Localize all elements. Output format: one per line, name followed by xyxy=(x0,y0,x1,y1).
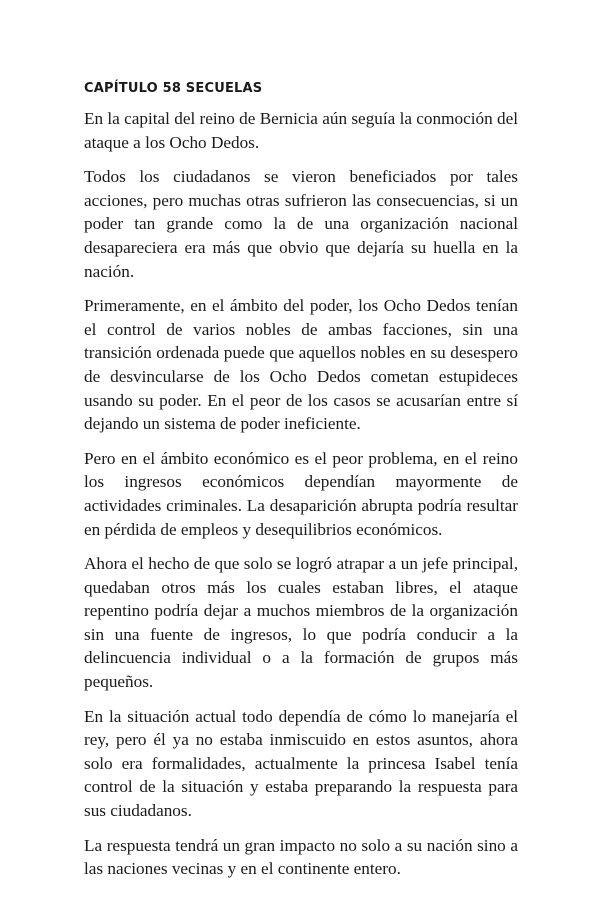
paragraph: En la capital del reino de Bernicia aún seguía la conmoción del ataque a los Ocho Dedos. xyxy=(84,109,518,152)
document-page xyxy=(84,80,518,892)
paragraph: Pero en el ámbito económico es el peor problema, en el reino los ingresos económicos dependían mayormente de actividades criminales. La desaparición abrupta podría resultar en pérdida de empleos y desequilibrios económicos. xyxy=(84,448,518,539)
paragraph: La respuesta tendrá un gran impacto no solo a su nación sino a las naciones vecinas y en el continente entero. xyxy=(84,835,518,879)
paragraph: Todos los ciudadanos se vieron beneficiados por tales acciones, pero muchas otras sufrieron las consecuencias, si un poder tan grande como la de una organización nacional desapareciera era más que obvio que dejaría su huella en la nación. xyxy=(84,167,518,281)
paragraph: Primeramente, en el ámbito del poder, los Ocho Dedos tenían el control de varios nobles de ambas facciones, sin una transición ordenada puede que aquellos nobles en su desespero de desvincularse de los Ocho Dedos cometan estupideces usando su poder. En el peor de los casos se acusarían entre sí dejando un sistema de poder ineficiente. xyxy=(84,296,518,434)
chapter-title: CAPÍTULO 58 SECUELAS xyxy=(84,81,263,96)
paragraph: En la situación actual todo dependía de cómo lo manejaría el rey, pero él ya no estaba inmiscuido en estos asuntos, ahora solo era formalidades, actualmente la princesa Isabel tenía control de la situación y estaba preparando la respuesta para sus ciudadanos. xyxy=(84,706,518,821)
paragraph: Ahora el hecho de que solo se logró atrapar a un jefe principal, quedaban otros más los cuales estaban libres, el ataque repentino podría dejar a muchos miembros de la organización sin una fuente de ingresos, lo que podría conducir a la delincuencia individual o a la formación de grupos más pequeños. xyxy=(84,554,518,692)
